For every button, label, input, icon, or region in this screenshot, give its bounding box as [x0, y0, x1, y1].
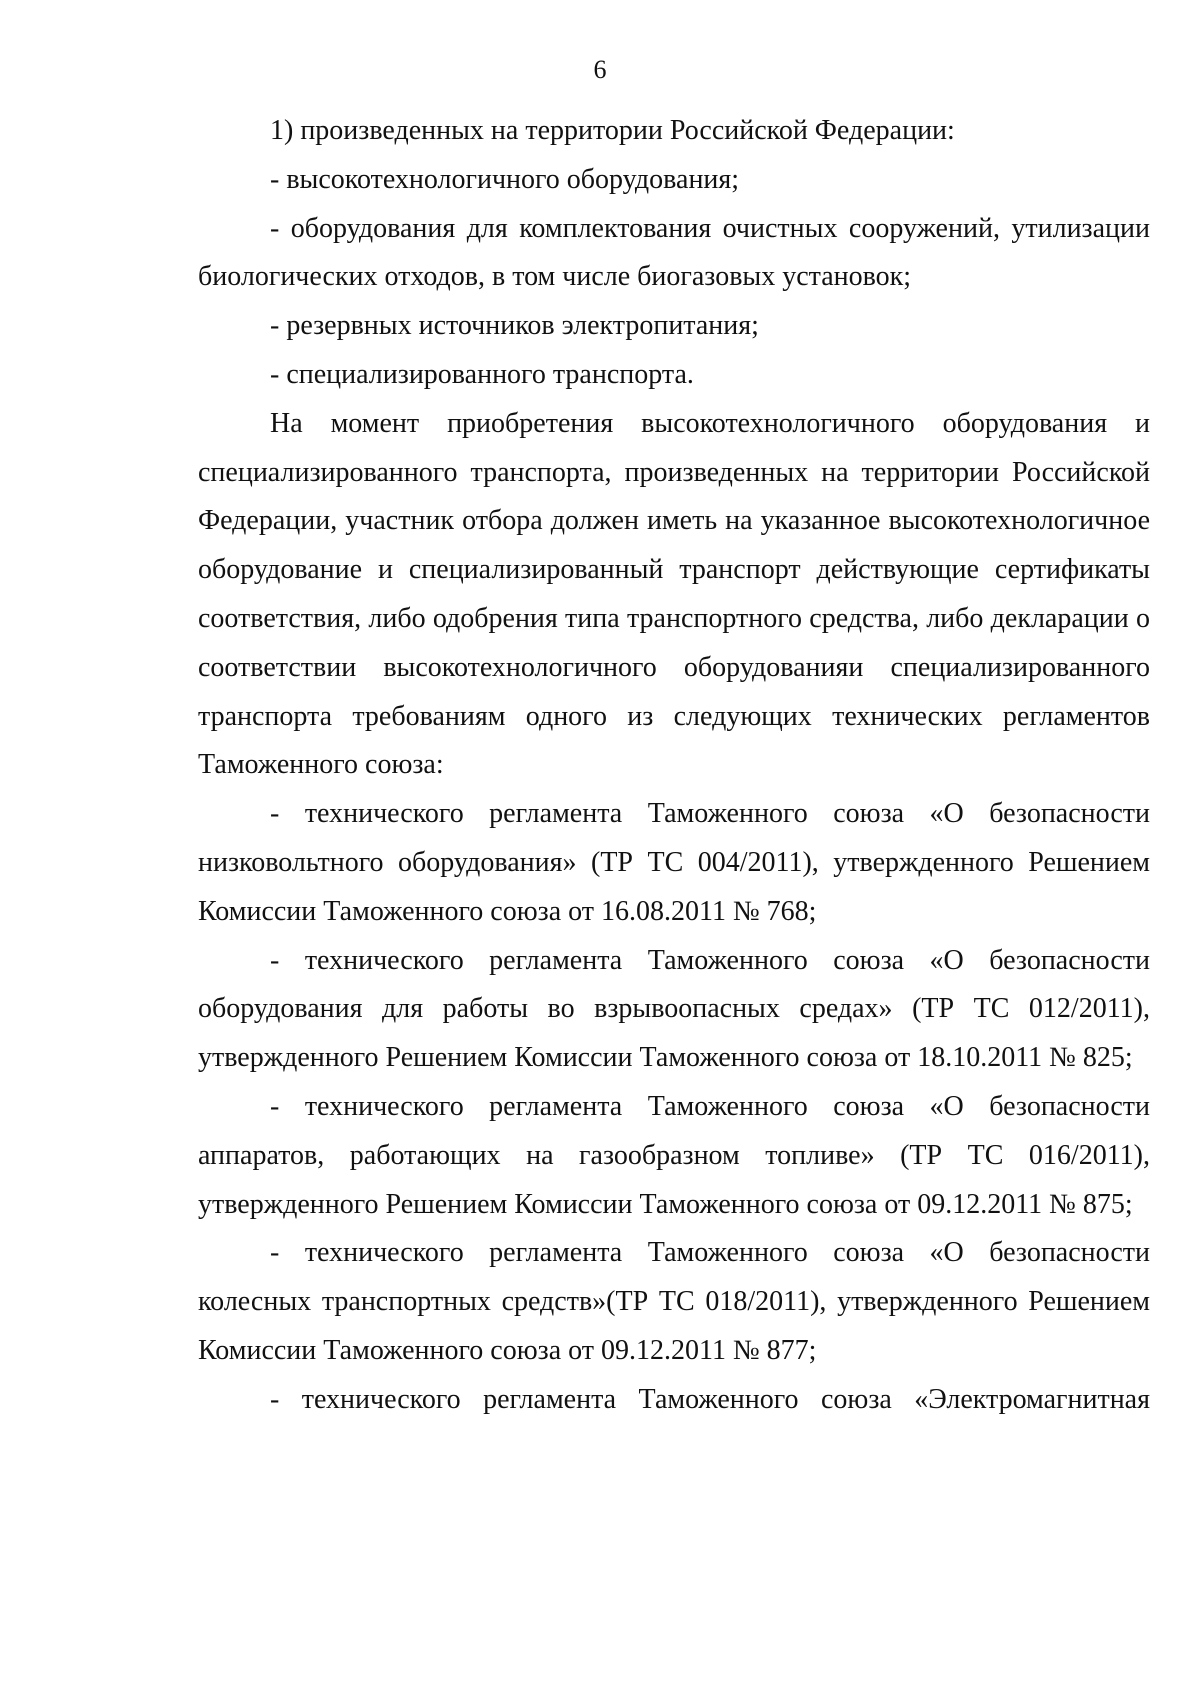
- regulation-item-tr-ts-004: - технического регламента Таможенного союза «О безопасности низковольтного оборудования» (ТР ТС 004/2011), утвержденного Решением Комиссии Таможенного союза от 16.08.2011 № 768;: [198, 798, 1150, 927]
- regulation-item-electromagnetic: - технического регламента Таможенного союза «Электромагнитная: [270, 1383, 1150, 1415]
- list-item-special-transport: - специализированного транспорта.: [270, 358, 694, 390]
- paragraph-certification-requirement: На момент приобретения высокотехнологичного оборудования и специализированного транспорта, произведенных на территории Российской Федерации, участник отбора должен иметь на указанное высокотехнологичное оборудование и специализированный транспорт действующие сертификаты соответствия, либо одобрения типа транспортного средства, либо декларации о соответствии высокотехнологичного оборудованияи специализированного транспорта требованиям одного из следующих технических регламентов Таможенного союза:: [198, 407, 1150, 781]
- list-item-high-tech-equipment: - высокотехнологичного оборудования;: [270, 163, 740, 195]
- document-body: [198, 107, 1150, 1425]
- page-number: 6: [593, 55, 607, 84]
- list-item-backup-power: - резервных источников электропитания;: [270, 310, 759, 342]
- regulation-item-tr-ts-018: - технического регламента Таможенного союза «О безопасности колесных транспортных средств»(ТР ТС 018/2011), утвержденного Решением Комиссии Таможенного союза от 09.12.2011 № 877;: [198, 1237, 1150, 1366]
- list-item-treatment-equipment: - оборудования для комплектования очистных сооружений, утилизации биологических отходов, в том числе биогазовых установок;: [198, 212, 1150, 293]
- paragraph-intro: 1) произведенных на территории Российской Федерации:: [270, 115, 955, 146]
- regulation-item-tr-ts-016: - технического регламента Таможенного союза «О безопасности аппаратов, работающих на газообразном топливе» (ТР ТС 016/2011), утвержденного Решением Комиссии Таможенного союза от 09.12.2011 № 875;: [198, 1090, 1150, 1220]
- regulation-item-tr-ts-012: - технического регламента Таможенного союза «О безопасности оборудования для работы во взрывоопасных средах» (ТР ТС 012/2011), утвержденного Решением Комиссии Таможенного союза от 18.10.2011 № 825;: [198, 944, 1150, 1074]
